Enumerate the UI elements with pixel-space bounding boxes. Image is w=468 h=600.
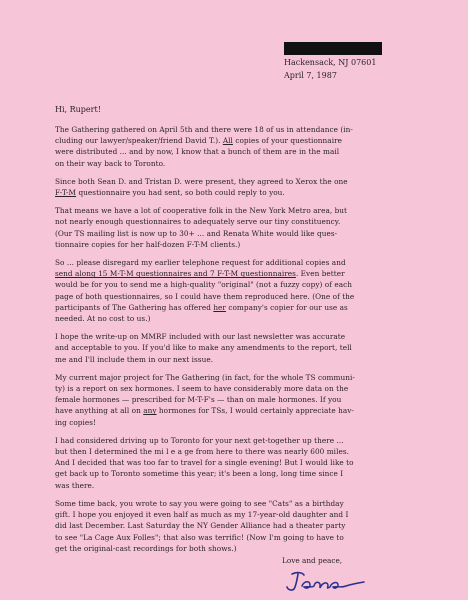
paragraph-metro-area xyxy=(55,205,427,250)
text-line: get the original-cast recordings for both shows.) xyxy=(55,543,237,553)
text-line: me and I'll include them in our next issue. xyxy=(55,354,214,364)
letter-body xyxy=(55,124,427,561)
paragraph-request xyxy=(55,257,427,324)
text-line: have anything at all on xyxy=(55,406,141,416)
text-line: gift. I hope you enjoyed it even half as much as my 17-year-old daughter and I xyxy=(55,510,349,520)
text-line: but then I determined the mi l e a ge from here to there was nearly 600 miles. xyxy=(55,447,349,457)
sender-address-block xyxy=(284,57,376,82)
text-line: My current major project for The Gathering (in fact, for the whole TS communi- xyxy=(55,372,355,382)
text-line: questionnaire you had sent, so both could reply to you. xyxy=(78,188,285,198)
text-line: to see "La Cage Aux Folles"; that also was terrific! (Now I'm going to have to xyxy=(55,532,344,542)
underlined-text: her xyxy=(213,302,226,312)
paragraph-xerox xyxy=(55,176,427,198)
text-line: The Gathering gathered on April 5th and there were 18 of us in attendance (in- xyxy=(55,125,353,134)
underlined-text: send along 15 M-T-M questionnaires and 7 F-T-M questionnaires xyxy=(55,269,296,279)
redacted-street-address xyxy=(284,42,382,55)
handwritten-signature xyxy=(282,566,368,594)
text-line: page of both questionnaires, so I could have them reproduced here. (One of the xyxy=(55,291,355,301)
paragraph-hormones xyxy=(55,372,427,428)
text-line: participants of The Gathering has offered xyxy=(55,302,211,312)
text-line: That means we have a lot of cooperative folk in the New York Metro area, but xyxy=(55,206,348,216)
text-line: were distributed ... and by now, I know that a bunch of them are in the mail xyxy=(55,147,340,157)
text-line: I had considered driving up to Toronto for your next get-together up there ... xyxy=(55,435,344,445)
text-line: . Even better xyxy=(295,269,345,279)
text-line: So ... please disregard my earlier telephone request for additional copies and xyxy=(55,258,346,268)
underlined-text: any xyxy=(143,406,157,416)
city-state-zip: Hackensack, NJ 07601 xyxy=(284,58,377,67)
text-line: and acceptable to you. If you'd like to make any amendments to the report, tell xyxy=(55,343,352,353)
text-line: tionnaire copies for her half-dozen F-T-M clients.) xyxy=(55,239,241,249)
underlined-text: All xyxy=(222,136,233,146)
text-line: would be for you to send me a high-quality "original" (not a fuzzy copy) of each xyxy=(55,280,352,290)
text-line: female hormones — prescribed for M-T-F's — than on male hormones. If you xyxy=(55,395,342,405)
text-line: copies of your questionnaire xyxy=(235,136,342,146)
text-line: needed. At no cost to us.) xyxy=(55,314,151,324)
text-line: get back up to Toronto sometime this year; it's been a long, long time since I xyxy=(55,469,344,479)
paragraph-mmrf xyxy=(55,331,427,365)
letter-date: April 7, 1987 xyxy=(284,70,337,80)
text-line: not nearly enough questionnaires to adequately serve our tiny constituency. xyxy=(55,217,341,227)
paragraph-cats xyxy=(55,498,427,554)
paragraph-gathering xyxy=(55,124,427,169)
text-line: Some time back, you wrote to say you were going to see "Cats" as a birthday xyxy=(55,498,344,508)
text-line: on their way back to Toronto. xyxy=(55,158,166,168)
text-line: hormones for TSs, I would certainly appreciate hav- xyxy=(158,406,354,416)
salutation: Hi, Rupert! xyxy=(55,105,101,114)
text-line: And I decided that was too far to travel for a single evening! But I would like to xyxy=(55,458,354,468)
text-line: Since both Sean D. and Tristan D. were present, they agreed to Xerox the one xyxy=(55,176,348,186)
paragraph-toronto xyxy=(55,435,427,491)
text-line: company's copier for our use as xyxy=(228,302,348,312)
text-line: (Our TS mailing list is now up to 30+ ... and Renata White would like ques- xyxy=(55,228,338,238)
text-line: cluding our lawyer/speaker/friend David T.). xyxy=(55,136,221,146)
text-line: did last December. Last Saturday the NY Gender Alliance had a theater party xyxy=(55,521,346,531)
closing: Love and peace, xyxy=(282,556,343,565)
text-line: I hope the write-up on MMRF included with our last newsletter was accurate xyxy=(55,332,346,342)
text-line: ty) is a report on sex hormones. I seem to have considerably more data on the xyxy=(55,384,349,394)
underlined-text: F-T-M xyxy=(55,188,77,198)
text-line: ing copies! xyxy=(55,417,97,427)
text-line: was there. xyxy=(55,480,95,490)
